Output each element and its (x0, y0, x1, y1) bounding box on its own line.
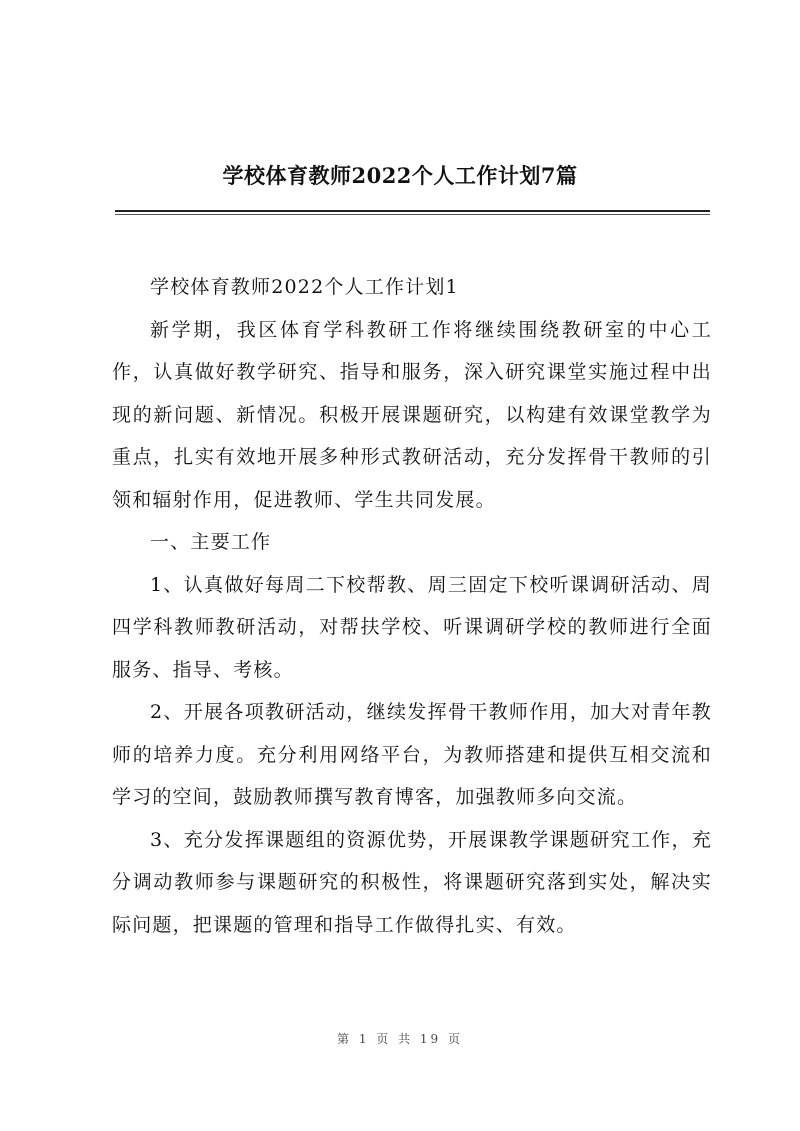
title-underline-thin (115, 214, 710, 215)
document-body (112, 266, 712, 946)
work-item-1: 1、认真做好每周二下校帮教、周三固定下校听课调研活动、周四学科教师教研活动，对帮扶学校、听课调研学校的教师进行全面服务、指导、考核。 (112, 573, 712, 681)
page-footer: 第 1 页 共 19 页 (337, 1032, 463, 1046)
intro-paragraph: 新学期，我区体育学科教研工作将继续围绕教研室的中心工作，认真做好教学研究、指导和服务，深入研究课堂实施过程中出现的新问题、新情况。积极开展课题研究，以构建有效课堂教学为重点，扎实有效地开展多种形式教研活动，充分发挥骨干教师的引领和辐射作用，促进教师、学生共同发展。 (112, 318, 712, 511)
work-item-3: 3、充分发挥课题组的资源优势，开展课教学课题研究工作，充分调动教师参与课题研究的积极性，将课题研究落到实处，解决实际问题，把课题的管理和指导工作做得扎实、有效。 (112, 828, 712, 936)
work-item-2: 2、开展各项教研活动，继续发挥骨干教师作用，加大对青年教师的培养力度。充分利用网络平台，为教师搭建和提供互相交流和学习的空间，鼓励教师撰写教育博客，加强教师多向交流。 (112, 701, 712, 808)
page-title: 学校体育教师2022个人工作计划7篇 (222, 163, 578, 188)
section-heading: 学校体育教师2022个人工作计划1 (150, 276, 459, 298)
title-underline (115, 210, 710, 212)
main-work-heading: 一、主要工作 (150, 531, 272, 553)
